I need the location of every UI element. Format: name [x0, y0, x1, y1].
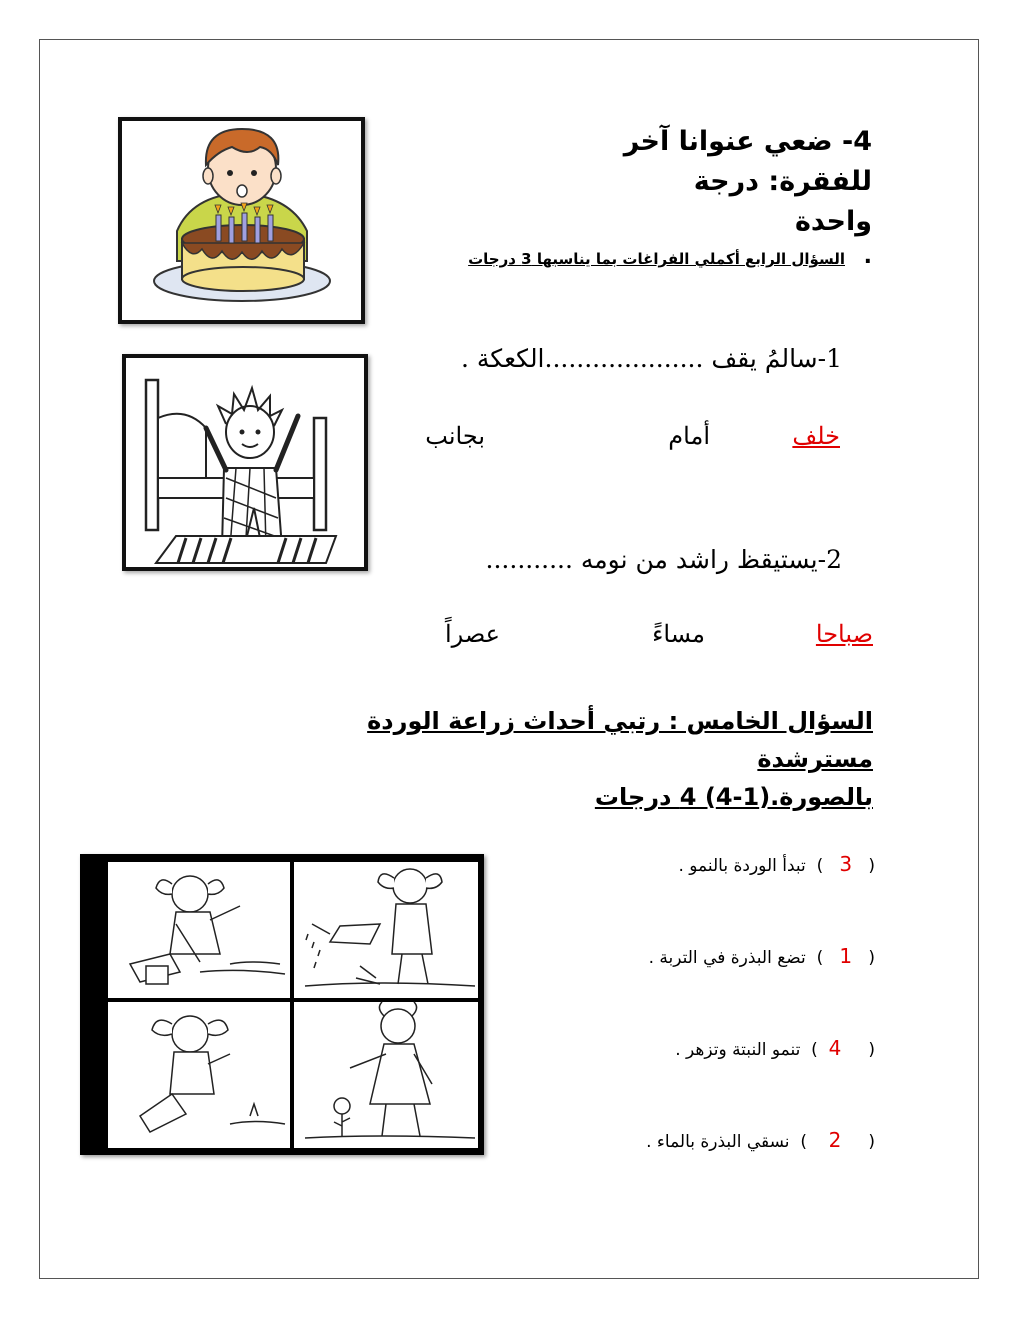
q5-heading-line2: بالصورة.(1-4) 4 درجات [594, 783, 873, 811]
order-number-4: 2 [828, 1128, 842, 1152]
boy-cake-drawing [122, 121, 361, 320]
boy-waking-picture [122, 354, 368, 571]
order-text-4: نسقي البذرة بالماء . [646, 1132, 790, 1152]
order-text-1: تبدأ الوردة بالنمو . [678, 856, 806, 876]
order-number-3: 4 [828, 1036, 842, 1060]
planting-steps-picture [80, 854, 484, 1155]
s1-option-answer: خلف [792, 422, 840, 450]
q4-title-line1: 4- ضعي عنوانا آخر للفقرة: درجة [623, 126, 872, 197]
order-row-3: ( 4 ) تنمو النبتة وتزهر . [675, 1036, 875, 1060]
q4-title-line2: واحدة [794, 206, 872, 237]
planting-steps-drawing [80, 854, 484, 1155]
s1-option-2: أمام [668, 422, 710, 450]
fill-question-heading: السؤال الرابع أكملي الفراغات بما يناسبها 3 درجات [468, 250, 845, 268]
order-row-1: ( 3 ) تبدأ الوردة بالنمو . [678, 852, 875, 876]
s1-option-3: بجانب [425, 422, 485, 450]
s2-option-3: عصراً [444, 620, 500, 648]
sentence-2: 2-يستيقظ راشد من نومه ........... [485, 545, 842, 574]
s2-option-answer: صباحا [815, 620, 873, 648]
order-row-4: ( 2 ) نسقي البذرة بالماء . [646, 1128, 875, 1152]
boy-cake-picture [118, 117, 365, 324]
q4-title-dot: . [863, 244, 872, 269]
order-row-2: ( 1 ) تضع البذرة في التربة . [648, 944, 875, 968]
boy-waking-drawing [126, 358, 364, 567]
q5-heading-line1: السؤال الخامس : رتبي أحداث زراعة الوردة مسترشدة [367, 707, 873, 773]
s2-option-2: مساءً [652, 620, 705, 648]
order-text-3: تنمو النبتة وتزهر . [675, 1040, 801, 1060]
order-number-2: 1 [839, 944, 853, 968]
order-text-2: تضع البذرة في التربة . [648, 948, 806, 968]
order-number-1: 3 [839, 852, 853, 876]
sentence-1: 1-سالمُ يقف ....................الكعكة . [460, 344, 842, 373]
